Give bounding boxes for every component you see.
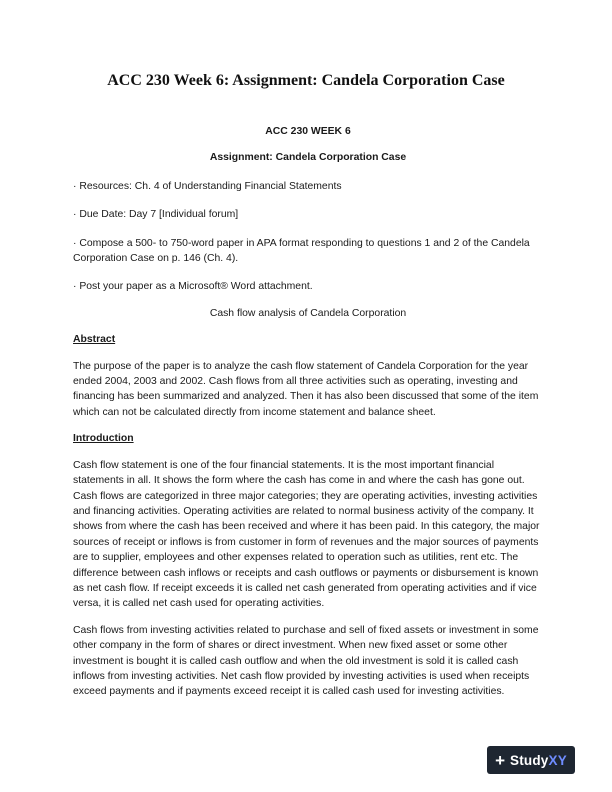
document-title: ACC 230 Week 6: Assignment: Candela Corporation Case [107, 72, 505, 89]
abstract-heading: Abstract [73, 334, 116, 346]
bullet-item-resources: · Resources: Ch. 4 of Understanding Financial Statements [73, 180, 342, 192]
assignment-heading: Assignment: Candela Corporation Case [209, 152, 407, 164]
introduction-heading: Introduction [73, 433, 134, 445]
bullet-item-due-date: · Due Date: Day 7 [Individual forum] [73, 209, 239, 221]
bullet-item-compose: · Compose a 500- to 750-word paper in APA format responding to questions 1 and 2 of the Candela Corporation Case on p. 146 (Ch. 4). [73, 237, 530, 265]
paper-title: Cash flow analysis of Candela Corporation [209, 307, 407, 319]
introduction-paragraph: Cash flow statement is one of the four financial statements. It is the most important financial statements in all. It shows the form where the cash has come in and where the cash has gone out. Cash flows are categorized in three major categories; they are operating activities, investing activities and financing activities. Operating activities are related to normal business activity of the company. It shows from where the cash has been received and where it has been paid. In this category, the major sources of receipt or inflows is from customer in form of revenues and the major sources of payments are to supplier, employees and other expenses related to operation such as utilities, rent etc. The difference between cash inflows or receipts and cash outflows or payments or disbursement is known as net cash flow. If receipt exceeds it is called net cash generated from operating activities and if vice versa, it is called net cash used for operating activities. [73, 459, 540, 610]
logo-text-main: Study [510, 752, 549, 768]
logo-text-accent: XY [548, 752, 567, 768]
course-heading: ACC 230 WEEK 6 [265, 126, 351, 137]
studyxy-logo [487, 746, 575, 774]
plus-icon: + [495, 750, 505, 770]
document-content [73, 124, 543, 700]
logo-text [510, 753, 567, 768]
abstract-paragraph: The purpose of the paper is to analyze the cash flow statement of Candela Corporation for the year ended 2004, 2003 and 2002. Cash flows from all three activities such as operating, investing and financing has been summarized and analyzed. Then it has also been discussed that some of the item which can not be calculated directly from income statement and balance sheet. [73, 360, 539, 418]
investing-paragraph: Cash flows from investing activities related to purchase and sell of fixed assets or investment in some other company in the form of shares or direct investment. When new fixed asset or some other investment is bought it is called cash outflow and when the old investment is sold it is called cash inflows from investing activities. Net cash flow provided by investing activities is used when receipts exceed payments and if payments exceed receipt it is called cash used for investing activities. [73, 624, 539, 698]
bullet-item-post: · Post your paper as a Microsoft® Word attachment. [73, 281, 313, 293]
